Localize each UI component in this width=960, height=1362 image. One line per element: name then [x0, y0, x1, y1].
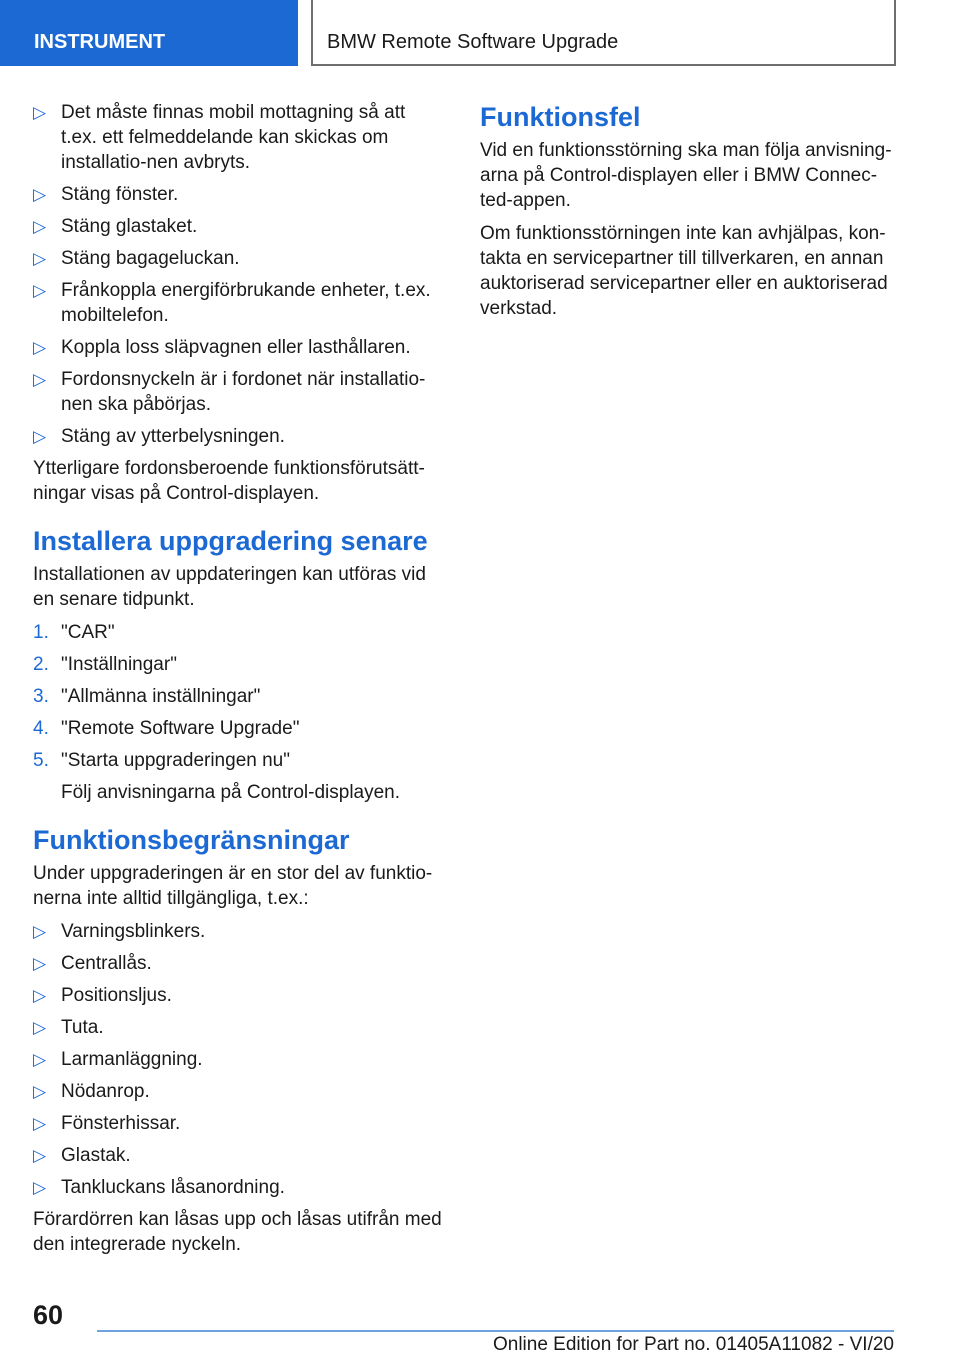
section-heading: Funktionsbegränsningar — [33, 825, 350, 855]
section-heading: Installera uppgradering senare — [33, 526, 428, 556]
triangle-bullet-icon: ▷ — [33, 1114, 47, 1133]
triangle-bullet-icon: ▷ — [33, 1050, 47, 1069]
triangle-bullet-icon: ▷ — [33, 103, 47, 122]
triangle-bullet-icon: ▷ — [33, 954, 47, 973]
list-item: ▷ Centrallås. — [33, 953, 152, 974]
right-column — [480, 100, 898, 329]
page-number: 60 — [33, 1300, 64, 1330]
list-item: ▷ Det måste finnas mobil mottagning så att t.ex. ett felmeddelande kan skickas om installatio-nen avbryts. — [33, 102, 406, 173]
triangle-bullet-icon: ▷ — [33, 338, 47, 357]
list-item: ▷ Fönsterhissar. — [33, 1113, 181, 1134]
step-number: 4. — [33, 718, 49, 739]
steps-list — [33, 620, 445, 773]
triangle-bullet-icon: ▷ — [33, 427, 47, 446]
step-item: 2. "Inställningar" — [33, 654, 177, 675]
list-item: ▷ Frånkoppla energiförbrukande enheter, t.ex. mobiltelefon. — [33, 280, 431, 326]
list-item: ▷ Larmanläggning. — [33, 1049, 203, 1070]
triangle-bullet-icon: ▷ — [33, 922, 47, 941]
list-item: ▷ Nödanrop. — [33, 1081, 150, 1102]
list-item: ▷ Stäng fönster. — [33, 184, 179, 205]
requirements-list — [33, 100, 445, 449]
triangle-bullet-icon: ▷ — [33, 986, 47, 1005]
step-item: 4. "Remote Software Upgrade" — [33, 718, 300, 739]
list-item: ▷ Stäng glastaket. — [33, 216, 198, 237]
section-heading: Funktionsfel — [480, 102, 641, 132]
chapter-title: BMW Remote Software Upgrade — [311, 0, 896, 66]
list-item: ▷ Tankluckans låsanordning. — [33, 1177, 285, 1198]
list-item: ▷ Fordonsnyckeln är i fordonet när installatio-nen ska påbörjas. — [33, 369, 426, 415]
step-number: 2. — [33, 654, 49, 675]
limitations-list — [33, 919, 445, 1200]
triangle-bullet-icon: ▷ — [33, 281, 47, 300]
edition-note: Online Edition for Part no. 01405A11082 - VI/20 — [492, 1334, 894, 1355]
step-number: 5. — [33, 750, 49, 771]
list-item: ▷ Koppla loss släpvagnen eller lasthållaren. — [33, 337, 411, 358]
triangle-bullet-icon: ▷ — [33, 370, 47, 389]
body-paragraph: Under uppgraderingen är en stor del av funktio-nerna inte alltid tillgängliga, t.ex.: — [33, 863, 433, 909]
section-tab: INSTRUMENT — [0, 0, 298, 66]
triangle-bullet-icon: ▷ — [33, 1018, 47, 1037]
list-item: ▷ Varningsblinkers. — [33, 921, 206, 942]
triangle-bullet-icon: ▷ — [33, 185, 47, 204]
triangle-bullet-icon: ▷ — [33, 217, 47, 236]
step-note: Följ anvisningarna på Control-displayen. — [61, 782, 401, 803]
triangle-bullet-icon: ▷ — [33, 1178, 47, 1197]
step-number: 3. — [33, 686, 49, 707]
triangle-bullet-icon: ▷ — [33, 1082, 47, 1101]
list-item: ▷ Stäng av ytterbelysningen. — [33, 426, 285, 447]
footer-divider — [97, 1330, 894, 1332]
left-column — [33, 100, 445, 1265]
list-item: ▷ Stäng bagageluckan. — [33, 248, 240, 269]
step-item: 5. "Starta uppgraderingen nu" — [33, 750, 290, 771]
body-paragraph: Förardörren kan låsas upp och låsas utifrån med den integrerade nyckeln. — [33, 1209, 442, 1255]
body-paragraph: Ytterligare fordonsberoende funktionsförutsätt-ningar visas på Control-displayen. — [33, 458, 425, 504]
list-item: ▷ Glastak. — [33, 1145, 131, 1166]
list-item: ▷ Tuta. — [33, 1017, 104, 1038]
step-number: 1. — [33, 622, 49, 643]
step-item: 3. "Allmänna inställningar" — [33, 686, 261, 707]
page-header — [0, 0, 960, 66]
body-paragraph: Vid en funktionsstörning ska man följa anvisning-arna på Control-displayen eller i BMW Connec-ted-appen. — [480, 140, 892, 211]
step-item: 1. "CAR" — [33, 622, 115, 643]
list-item: ▷ Positionsljus. — [33, 985, 172, 1006]
body-paragraph: Installationen av uppdateringen kan utföras vid en senare tidpunkt. — [33, 564, 426, 610]
triangle-bullet-icon: ▷ — [33, 1146, 47, 1165]
triangle-bullet-icon: ▷ — [33, 249, 47, 268]
body-paragraph: Om funktionsstörningen inte kan avhjälpas, kon-takta en servicepartner till tillverkaren, en annan auktoriserad servicepartner eller en auktoriserad verkstad. — [480, 223, 888, 319]
